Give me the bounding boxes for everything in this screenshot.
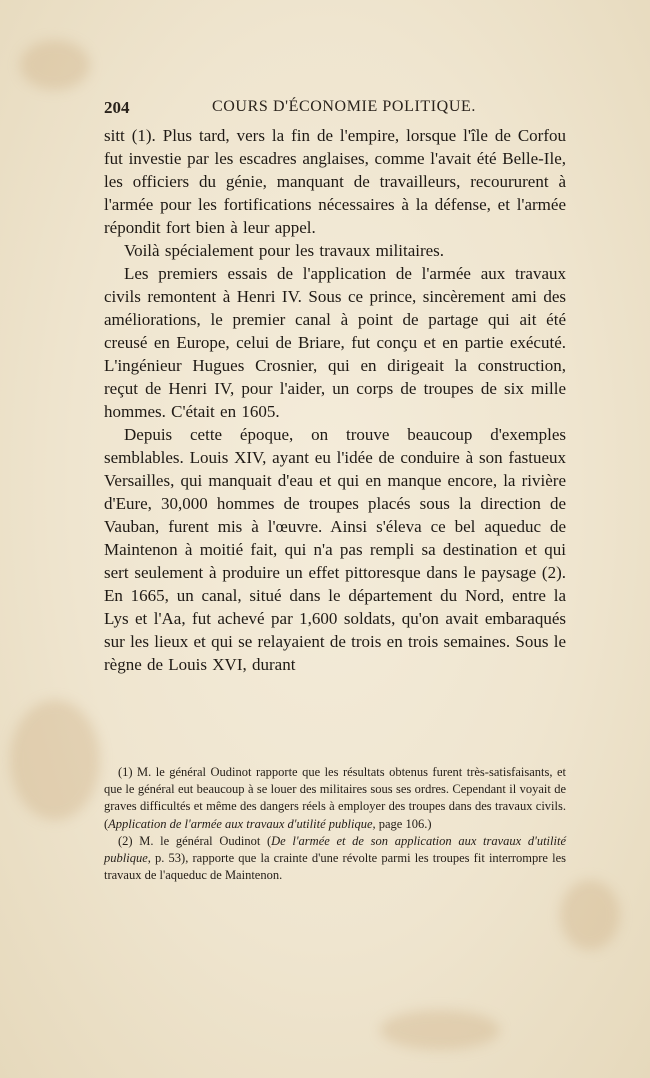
- footnote-citation: De l'armée et de son application aux travaux d'utilité publique: [104, 833, 566, 866]
- paragraph: sitt (1). Plus tard, vers la fin de l'empire, lorsque l'île de Corfou fut investie par les escadres anglaises, comme l'avait été Belle-Ile, les officiers du génie, manquant de travailleurs, recoururent à l'armée pour les fortifications nécessaires à la défense, et l'armée répondit fort bien à leur appel.: [104, 126, 566, 237]
- footnote-citation: Application de l'armée aux travaux d'utilité publique,: [108, 816, 376, 831]
- paragraph: Depuis cette époque, on trouve beaucoup d'exemples semblables. Louis XIV, ayant eu l'idée de conduire à son fastueux Versailles, qui manquait d'eau et qui en manque encore, la rivière d'Eure, 30,000 hommes de troupes placés sous la direction de Vauban, furent mis à l'œuvre. Ainsi s'éleva ce bel aqueduc de Maintenon à moitié fait, qui n'a pas rempli sa destination et qui sert seulement à produire un effet pittoresque dans le paysage (2). En 1665, un canal, situé dans le département du Nord, entre la Lys et l'Aa, fut achevé par 1,600 soldats, qu'on avait embaraqués sur les lieux et qui se relayaient de trois en trois semaines. Sous le règne de Louis XVI, durant: [104, 425, 566, 674]
- footnotes: [104, 764, 566, 884]
- foxing-stain: [10, 700, 100, 820]
- footnote-1: [104, 764, 566, 833]
- footnote-2: [104, 833, 566, 885]
- paragraph: Voilà spécialement pour les travaux militaires.: [124, 241, 445, 260]
- footnote-text: (2) M. le général Oudinot (: [118, 833, 272, 848]
- foxing-stain: [380, 1010, 500, 1050]
- paragraph: Les premiers essais de l'application de l'armée aux travaux civils remontent à Henri IV. Sous ce prince, sincèrement ami des améliorations, le premier canal à point de partage qui ait été creusé en Europe, celui de Briare, fut conçu et en partie exécuté. L'ingénieur Hugues Crosnier, qui en dirigeait la construction, reçut de Henri IV, pour l'aider, un corps de troupes de six mille hommes. C'était en 1605.: [104, 264, 566, 421]
- page-number: 204: [104, 98, 130, 117]
- foxing-stain: [560, 880, 620, 950]
- running-title: COURS D'ÉCONOMIE POLITIQUE.: [212, 98, 476, 115]
- main-text: [104, 124, 566, 676]
- foxing-stain: [20, 40, 90, 90]
- footnote-text: (1) M. le général Oudinot rapporte que les résultats obtenus furent très-satisfaisants, et que le général eut beaucoup à se louer des militaires sous ses ordres. Cependant il voyait de graves difficultés et même des dangers réels à employer des troupes dans des travaux civils. (: [104, 765, 566, 831]
- footnote-text: , p. 53), rapporte que la crainte d'une révolte parmi les troupes fit interrompre les travaux de l'aqueduc de Maintenon.: [104, 851, 566, 883]
- page-header: [104, 98, 566, 120]
- footnote-text: page 106.): [375, 816, 432, 831]
